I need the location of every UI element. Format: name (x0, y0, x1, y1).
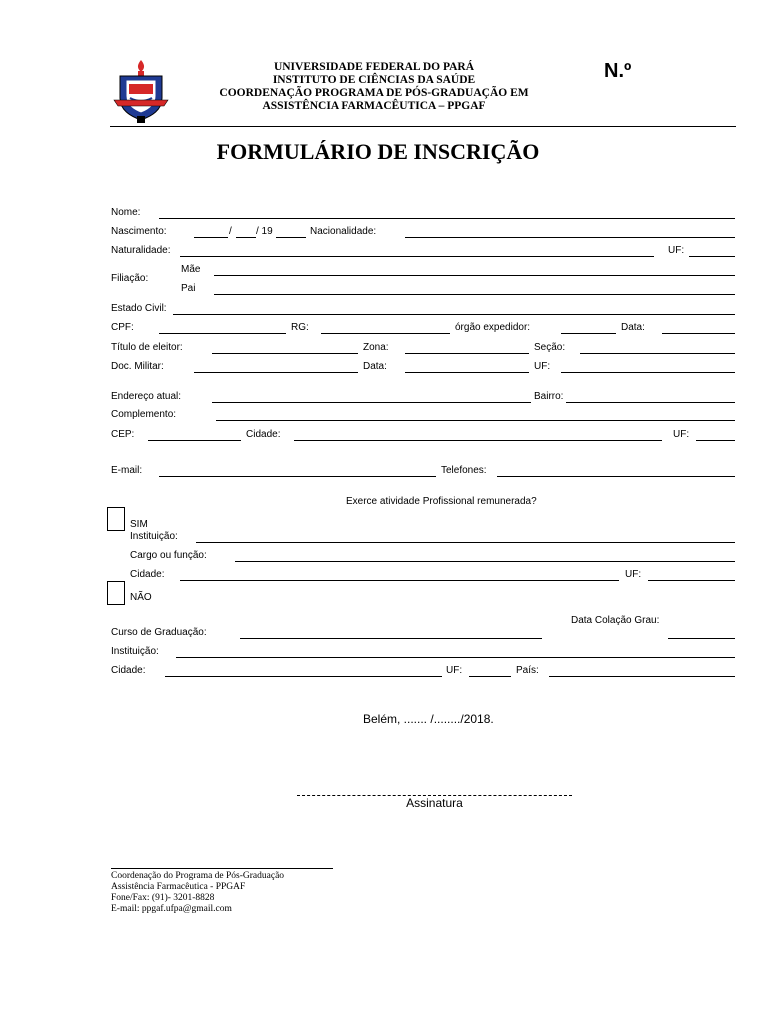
nacionalidade-field[interactable] (405, 225, 735, 238)
zona-field[interactable] (405, 341, 529, 354)
address-uf-field[interactable] (696, 428, 735, 441)
label-estado-civil: Estado Civil: (111, 303, 167, 314)
work-question: Exerce atividade Profissional remunerada? (346, 496, 537, 507)
cidade-field[interactable] (294, 428, 662, 441)
label-cpf: CPF: (111, 322, 134, 333)
naturalidade-field[interactable] (180, 244, 654, 257)
label-militar-data: Data: (363, 361, 387, 372)
secao-field[interactable] (580, 341, 735, 354)
label-militar-uf: UF: (534, 361, 551, 372)
label-zona: Zona: (363, 342, 389, 353)
footer-coordination: Coordenação do Programa de Pós-Graduação (111, 871, 285, 881)
naturalidade-uf-field[interactable] (689, 244, 735, 257)
work-cidade-field[interactable] (180, 568, 619, 581)
label-pai: Pai (181, 283, 196, 294)
orgao-expedidor-field[interactable] (561, 321, 616, 334)
work-instituicao-field[interactable] (196, 530, 735, 543)
label-telefones: Telefones: (441, 465, 487, 476)
label-cidade: Cidade: (246, 429, 281, 440)
label-edu-uf: UF: (446, 665, 463, 676)
edu-cidade-field[interactable] (165, 664, 442, 677)
form-number-label: N.º (604, 60, 632, 82)
militar-uf-field[interactable] (561, 360, 735, 373)
pai-field[interactable] (214, 282, 735, 295)
label-curso: Curso de Graduação: (111, 627, 207, 638)
edu-instituicao-field[interactable] (176, 645, 735, 658)
label-cargo: Cargo ou função: (130, 550, 207, 561)
data-colacao-field[interactable] (668, 626, 735, 639)
rg-data-field[interactable] (662, 321, 735, 334)
label-address-uf: UF: (673, 429, 690, 440)
work-uf-field[interactable] (648, 568, 735, 581)
label-pais: País: (516, 665, 539, 676)
curso-field[interactable] (240, 626, 542, 639)
label-cep: CEP: (111, 429, 135, 440)
birth-month-field[interactable] (236, 225, 256, 238)
label-rg-data: Data: (621, 322, 645, 333)
header-institute: INSTITUTO DE CIÊNCIAS DA SAÚDE (272, 74, 476, 86)
label-data-colacao: Data Colação Grau: (571, 615, 660, 626)
label-complemento: Complemento: (111, 409, 177, 420)
label-secao: Seção: (534, 342, 566, 353)
label-rg: RG: (291, 322, 309, 333)
header-coordination: COORDENAÇÃO PROGRAMA DE PÓS-GRADUAÇÃO EM (219, 87, 529, 99)
label-titulo-eleitor: Título de eleitor: (111, 342, 183, 353)
label-endereco: Endereço atual: (111, 391, 182, 402)
titulo-eleitor-field[interactable] (212, 341, 358, 354)
label-sim: SIM (130, 519, 148, 530)
label-naturalidade: Naturalidade: (111, 245, 171, 256)
edu-uf-field[interactable] (469, 664, 511, 677)
label-nome: Nome: (111, 207, 141, 218)
label-work-cidade: Cidade: (130, 569, 165, 580)
cep-field[interactable] (148, 428, 241, 441)
complemento-field[interactable] (216, 408, 735, 421)
footer-email: E-mail: ppgaf.ufpa@gmail.com (111, 904, 232, 914)
header-university: UNIVERSIDADE FEDERAL DO PARÁ (273, 61, 475, 73)
label-email: E-mail: (111, 465, 143, 476)
pais-field[interactable] (549, 664, 735, 677)
footer-rule (111, 868, 333, 869)
label-naturalidade-uf: UF: (668, 245, 685, 256)
footer-phone: Fone/Fax: (91)- 3201-8828 (111, 893, 215, 903)
signature-label: Assinatura (406, 796, 463, 810)
sim-checkbox[interactable] (107, 507, 125, 531)
rg-field[interactable] (321, 321, 450, 334)
label-bairro: Bairro: (534, 391, 564, 402)
form-title: FORMULÁRIO DE INSCRIÇÃO (216, 139, 540, 164)
birth-year-field[interactable] (276, 225, 306, 238)
telefones-field[interactable] (497, 464, 735, 477)
nome-field[interactable] (159, 206, 735, 219)
doc-militar-field[interactable] (194, 360, 358, 373)
label-nacionalidade: Nacionalidade: (310, 226, 377, 237)
mae-field[interactable] (214, 263, 735, 276)
label-orgao-expedidor: órgão expedidor: (455, 322, 531, 333)
footer-program: Assistência Farmacêutica - PPGAF (111, 882, 246, 892)
label-mae: Mãe (181, 264, 201, 275)
birth-slash: / (229, 226, 232, 237)
header-rule (110, 126, 736, 127)
label-doc-militar: Doc. Militar: (111, 361, 164, 372)
label-filiacao: Filiação: (111, 273, 149, 284)
bairro-field[interactable] (566, 390, 735, 403)
label-nascimento: Nascimento: (111, 226, 167, 237)
cpf-field[interactable] (159, 321, 286, 334)
label-edu-instituicao: Instituição: (111, 646, 159, 657)
militar-data-field[interactable] (405, 360, 529, 373)
estado-civil-field[interactable] (173, 302, 735, 315)
birth-year-prefix: / 19 (256, 226, 273, 237)
place-date: Belém, ....... /......../2018. (363, 712, 494, 726)
label-nao: NÃO (130, 592, 152, 603)
birth-day-field[interactable] (194, 225, 228, 238)
nao-checkbox[interactable] (107, 581, 125, 605)
label-work-uf: UF: (625, 569, 642, 580)
cargo-field[interactable] (235, 549, 735, 562)
university-logo (112, 58, 170, 124)
label-work-instituicao: Instituição: (130, 531, 178, 542)
label-edu-cidade: Cidade: (111, 665, 146, 676)
header-program: ASSISTÊNCIA FARMACÊUTICA – PPGAF (262, 100, 486, 112)
email-field[interactable] (159, 464, 436, 477)
endereco-field[interactable] (212, 390, 531, 403)
